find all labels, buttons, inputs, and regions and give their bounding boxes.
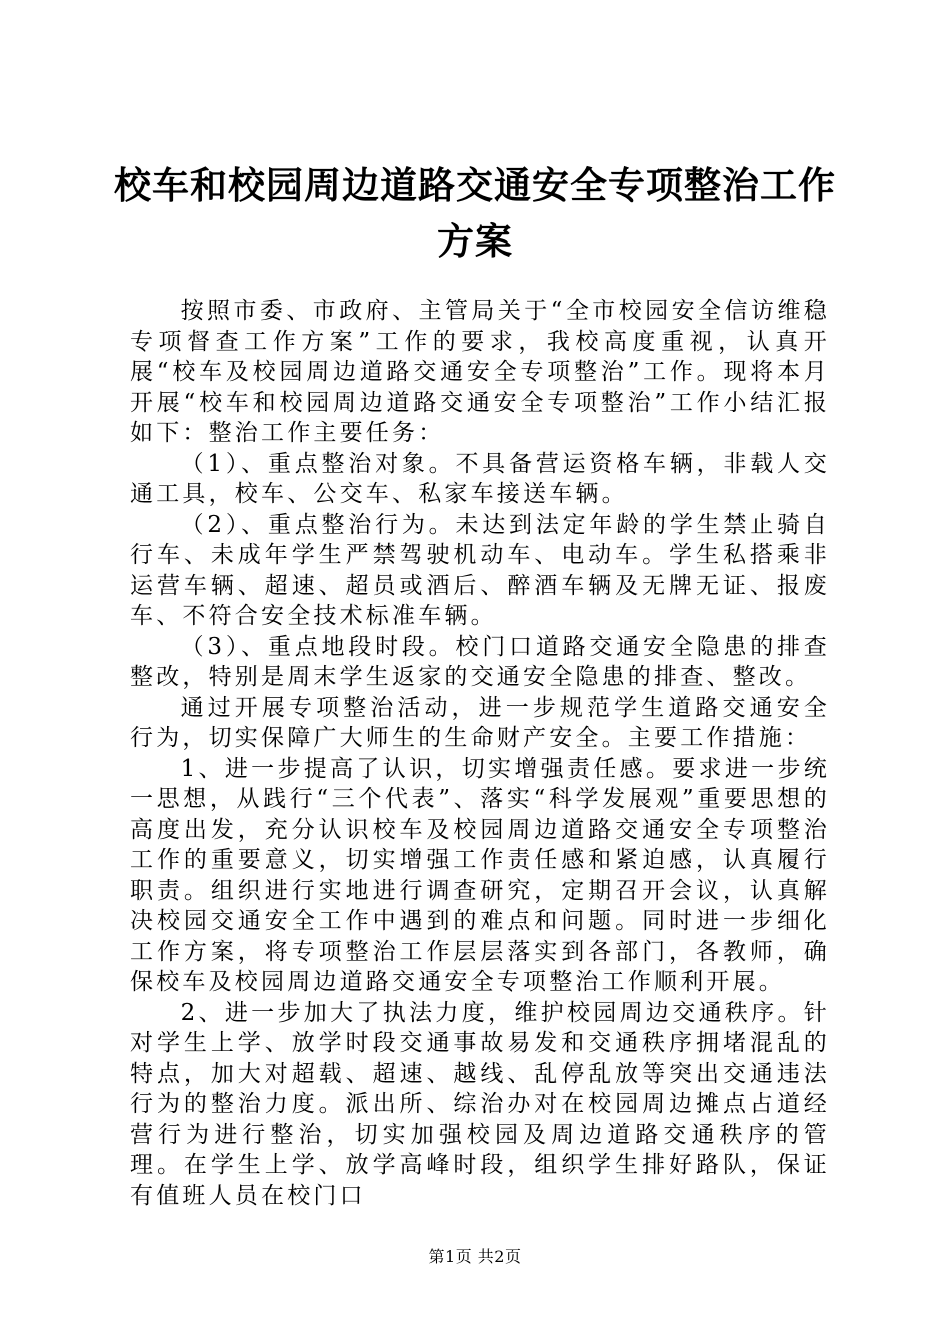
paragraph-summary: 通过开展专项整治活动，进一步规范学生道路交通安全行为，切实保障广大师生的生命财产安全。主要工作措施：	[130, 694, 830, 751]
paragraph-measure-2: 2、进一步加大了执法力度，维护校园周边交通秩序。针对学生上学、放学时段交通事故易发和交通秩序拥堵混乱的特点，加大对超载、超速、越线、乱停乱放等突出交通违法行为的整治力度。派出所、综治办对在校园周边摊点占道经营行为进行整治，切实加强校园及周边道路交通秩序的管理。在学生上学、放学高峰时段，组织学生排好路队，保证有值班人员在校门口	[130, 999, 830, 1209]
paragraph-task-2: （2）、重点整治行为。未达到法定年龄的学生禁止骑自行车、未成年学生严禁驾驶机动车、电动车。学生私搭乘非运营车辆、超速、超员或酒后、醉酒车辆及无牌无证、报废车、不符合安全技术标准车辆。	[130, 511, 830, 629]
document-body	[130, 296, 830, 1211]
paragraph-task-3: （3）、重点地段时段。校门口道路交通安全隐患的排查整改，特别是周末学生返家的交通安全隐患的排查、整改。	[130, 633, 830, 690]
page-footer: 第1页 共2页	[428, 1247, 522, 1266]
paragraph-measure-1: 1、进一步提高了认识，切实增强责任感。要求进一步统一思想，从践行“三个代表”、落实“科学发展观”重要思想的高度出发，充分认识校车及校园周边道路交通安全专项整治工作的重要意义，切实增强工作责任感和紧迫感，认真履行职责。组织进行实地进行调查研究，定期召开会议，认真解决校园交通安全工作中遇到的难点和问题。同时进一步细化工作方案，将专项整治工作层层落实到各部门，各教师，确保校车及校园周边道路交通安全专项整治工作顺利开展。	[130, 755, 830, 995]
document-title: 校车和校园周边道路交通安全专项整治工作方案	[114, 164, 836, 263]
paragraph-task-1: （1）、重点整治对象。不具备营运资格车辆，非载人交通工具，校车、公交车、私家车接送车辆。	[130, 450, 830, 507]
paragraph-intro: 按照市委、市政府、主管局关于“全市校园安全信访维稳专项督查工作方案”工作的要求，我校高度重视，认真开展“校车及校园周边道路交通安全专项整治”工作。现将本月开展“校车和校园周边道路交通安全专项整治”工作小结汇报如下：整治工作主要任务：	[130, 298, 830, 446]
